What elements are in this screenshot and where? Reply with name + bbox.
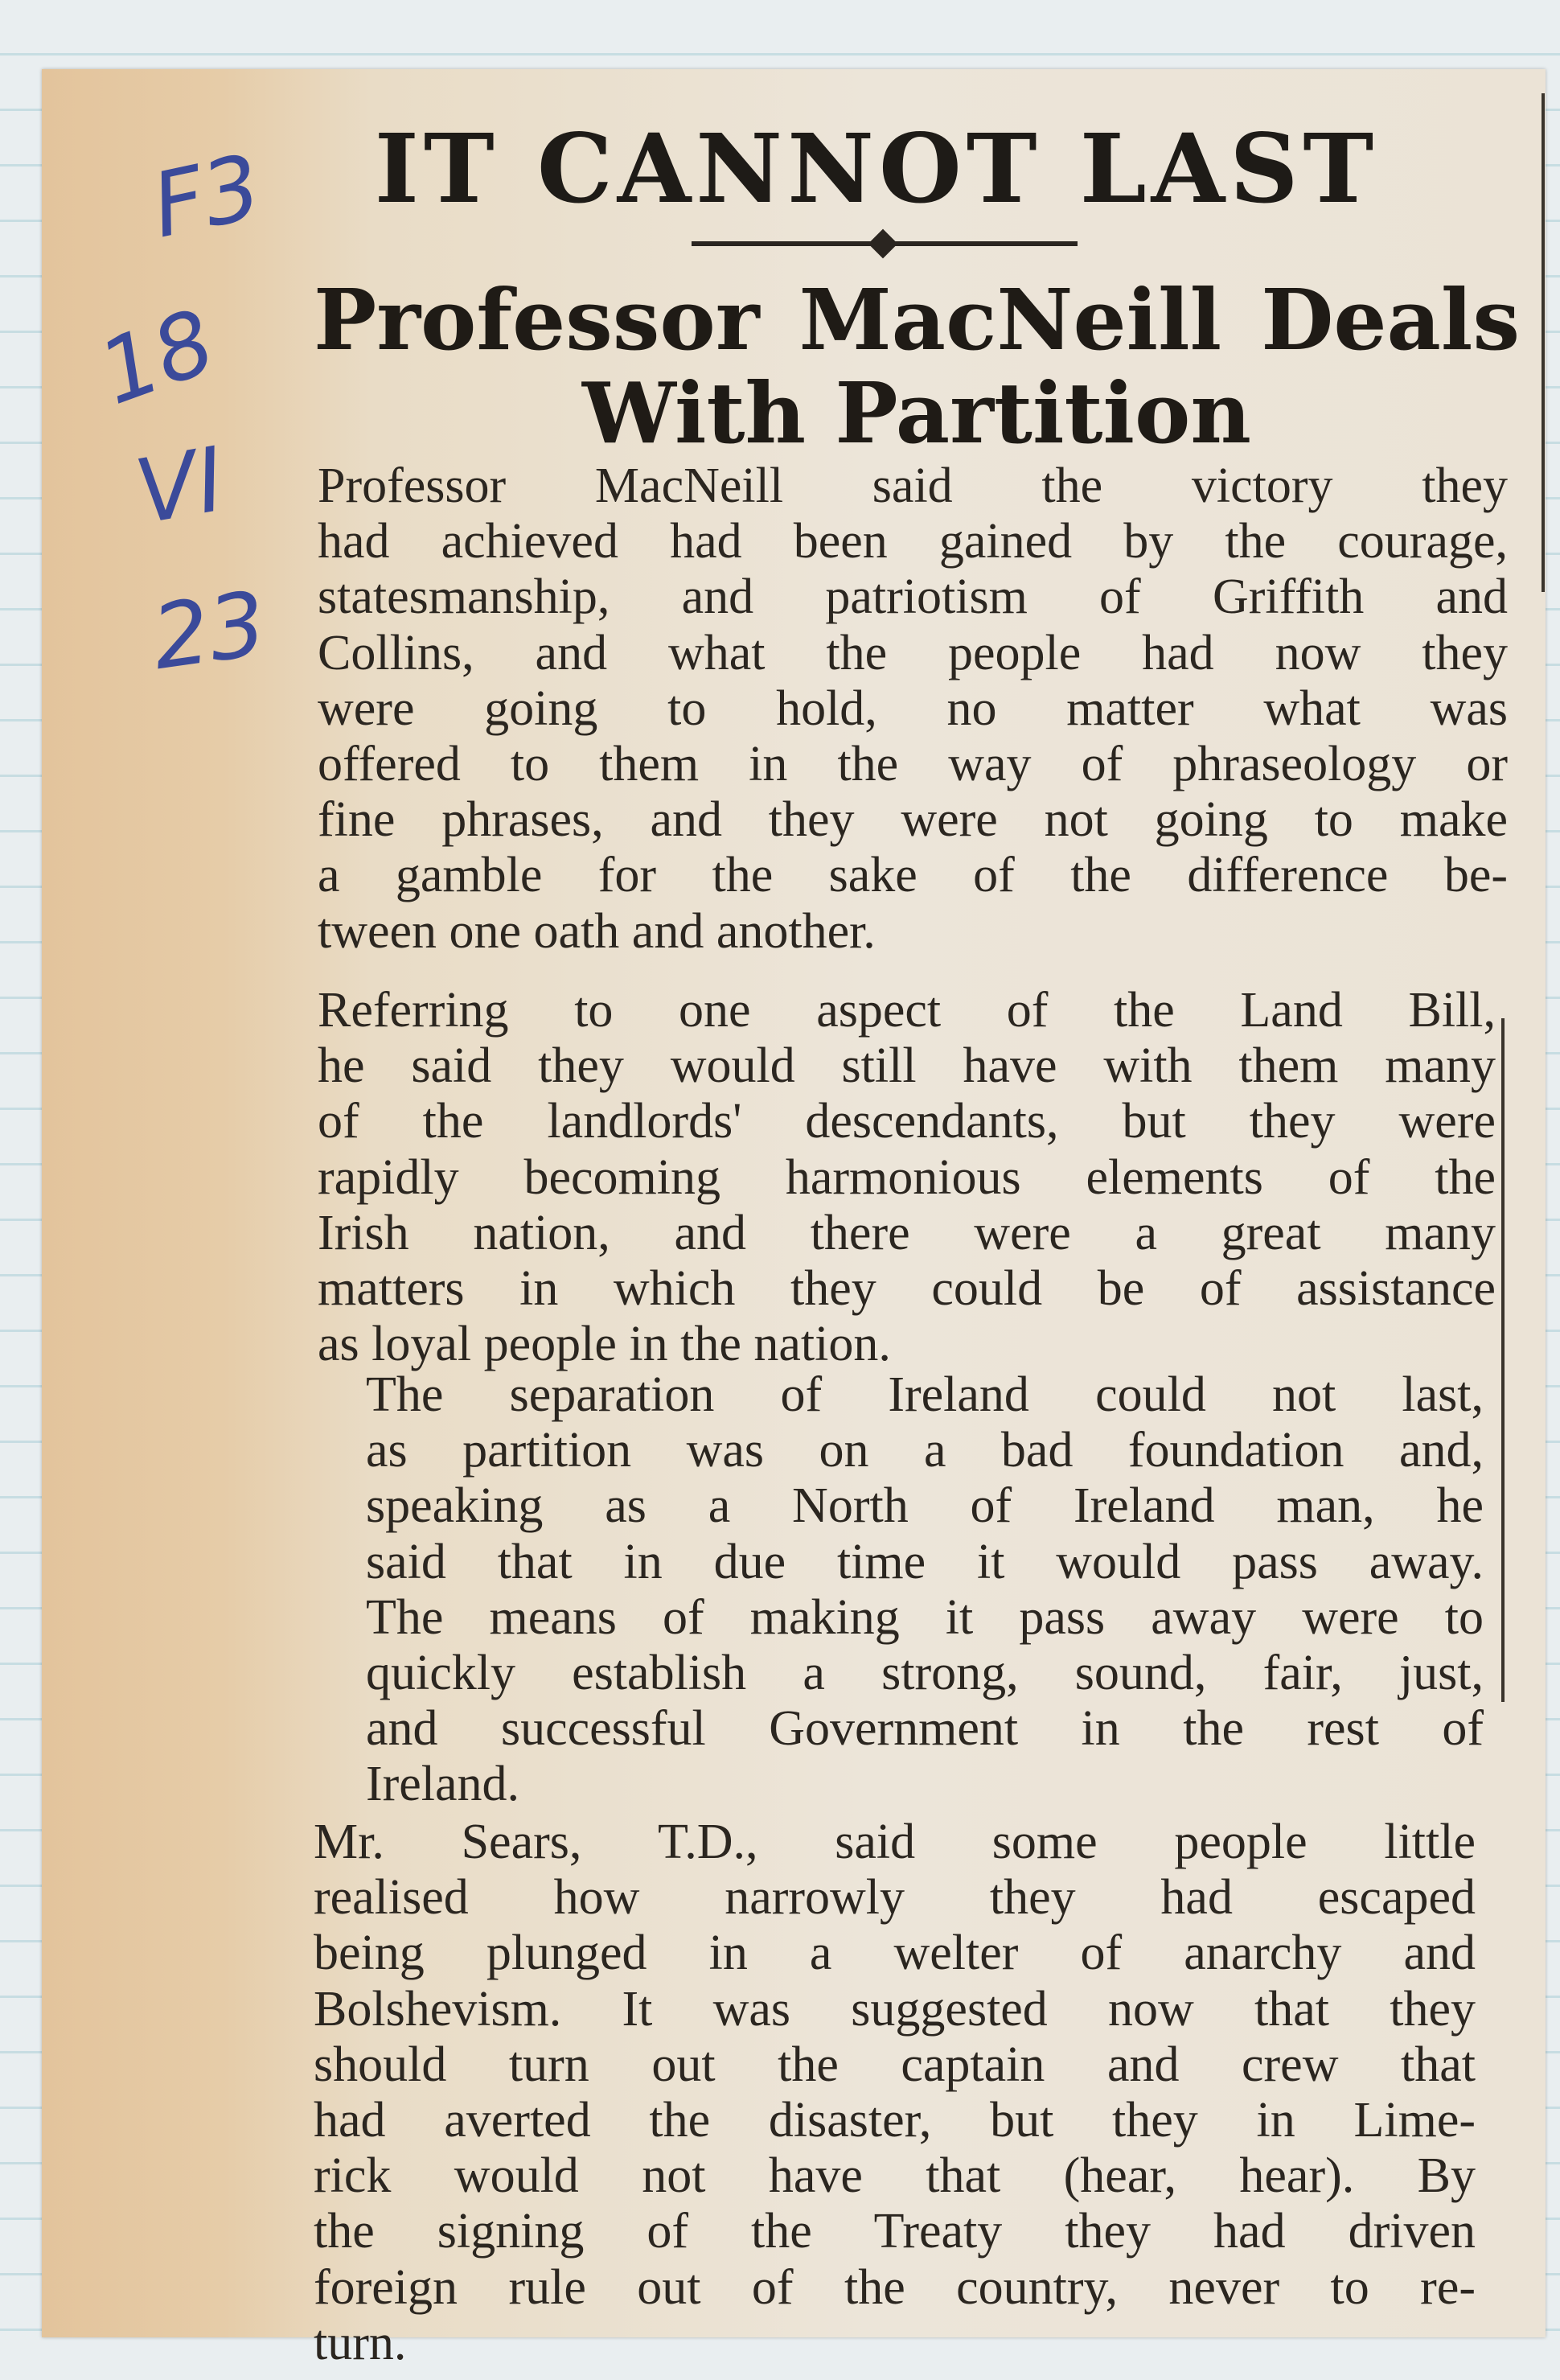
subheadline-word: Professor <box>314 270 760 369</box>
text-line: rapidly becoming harmonious elements of the <box>318 1149 1496 1205</box>
text-line: being plunged in a welter of anarchy and <box>314 1926 1476 1981</box>
text-line: speaking as a North of Ireland man, he <box>366 1478 1484 1534</box>
text-line: foreign rule out of the country, never to re- <box>314 2259 1476 2315</box>
paragraph <box>318 983 1496 1372</box>
text-line: the signing of the Treaty they had driven <box>314 2204 1476 2259</box>
subheadline-line-1 <box>314 270 1520 369</box>
text-line: should turn out the captain and crew that <box>314 2037 1476 2092</box>
margin-note: F3 <box>143 134 270 258</box>
text-line: The means of making it pass away were to <box>366 1589 1484 1645</box>
text-line: The separation of Ireland could not last, <box>366 1367 1484 1422</box>
text-line: statesmanship, and patriotism of Griffith and <box>318 569 1508 625</box>
subheadline-word: MacNeill <box>798 270 1222 369</box>
subheadline-line-2: With Partition <box>582 364 1251 462</box>
text-line: tween one oath and another. <box>318 903 876 959</box>
text-line: turn. <box>314 2315 407 2370</box>
text-line: of the landlords' descendants, but they were <box>318 1094 1496 1149</box>
margin-note: VI <box>128 427 232 545</box>
margin-note: 23 <box>146 571 273 690</box>
text-line: realised how narrowly they had escaped <box>314 1870 1476 1926</box>
text-line: and successful Government in the rest of <box>366 1701 1484 1757</box>
margin-note: 18 <box>86 289 228 425</box>
text-line: rick would not have that (hear, hear). By <box>314 2148 1476 2204</box>
text-line: Irish nation, and there were a great many <box>318 1205 1496 1260</box>
text-line: Bolshevism. It was suggested now that they <box>314 1981 1476 2037</box>
text-line: Referring to one aspect of the Land Bill, <box>318 983 1496 1038</box>
column-rule <box>1501 1018 1505 1702</box>
headline: IT CANNOT LAST <box>374 113 1379 224</box>
text-line: had averted the disaster, but they in Lime- <box>314 2093 1476 2148</box>
text-line: fine phrases, and they were not going to make <box>318 792 1508 848</box>
text-line: had achieved had been gained by the courage, <box>318 514 1508 569</box>
text-line: as partition was on a bad foundation and, <box>366 1423 1484 1478</box>
text-line: Ireland. <box>366 1757 520 1812</box>
text-line: Professor MacNeill said the victory they <box>318 458 1508 513</box>
text-line: were going to hold, no matter what was <box>318 680 1508 736</box>
subheadline-word: Deals <box>1261 270 1520 369</box>
text-line: he said they would still have with them many <box>318 1038 1496 1094</box>
text-line: offered to them in the way of phraseology or <box>318 737 1508 792</box>
paragraph <box>318 458 1508 960</box>
subheadline <box>314 270 1520 462</box>
column-rule <box>1542 93 1545 592</box>
text-line: as loyal people in the nation. <box>318 1317 891 1372</box>
ornamental-rule <box>692 241 1078 246</box>
text-line: matters in which they could be of assistance <box>318 1261 1496 1317</box>
text-line: a gamble for the sake of the difference be- <box>318 848 1508 903</box>
text-line: Collins, and what the people had now they <box>318 625 1508 680</box>
paragraph <box>314 1815 1476 2371</box>
text-line: quickly establish a strong, sound, fair, just, <box>366 1646 1484 1701</box>
text-line: Mr. Sears, T.D., said some people little <box>314 1815 1476 1869</box>
text-line: said that in due time it would pass away. <box>366 1534 1484 1589</box>
paragraph <box>366 1367 1484 1813</box>
